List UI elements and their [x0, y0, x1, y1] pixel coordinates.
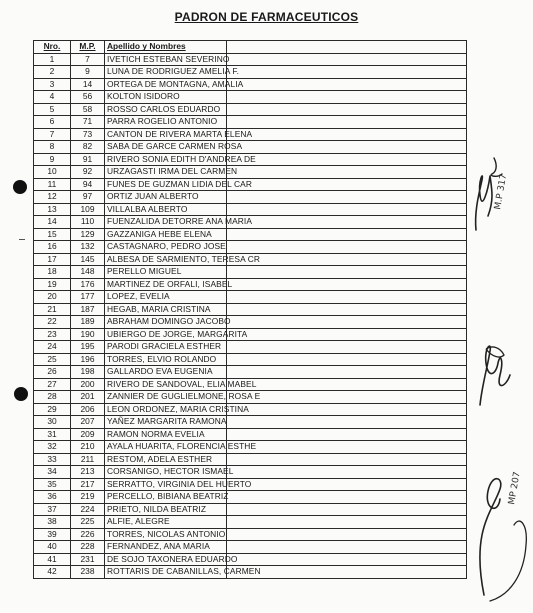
cell-mp: 132 [71, 241, 105, 254]
table-row [34, 566, 467, 579]
cell-nro: 7 [34, 128, 71, 141]
table-row [34, 303, 467, 316]
cell-mp: 226 [71, 528, 105, 541]
cell-mp: 209 [71, 428, 105, 441]
cell-nro: 33 [34, 453, 71, 466]
cell-nro: 19 [34, 278, 71, 291]
cell-nro: 31 [34, 428, 71, 441]
cell-name: YAÑEZ MARGARITA RAMONA [105, 416, 227, 429]
cell-mp: 71 [71, 116, 105, 129]
cell-mp: 176 [71, 278, 105, 291]
cell-signature [227, 341, 467, 354]
table-row [34, 403, 467, 416]
cell-nro: 11 [34, 178, 71, 191]
cell-nro: 20 [34, 291, 71, 304]
table-row [34, 91, 467, 104]
handwritten-note: M.P 317 [493, 173, 510, 211]
cell-mp: 145 [71, 253, 105, 266]
cell-nro: 39 [34, 528, 71, 541]
cell-name: PERELLO MIGUEL [105, 266, 227, 279]
cell-name: ORTIZ JUAN ALBERTO [105, 191, 227, 204]
cell-nro: 38 [34, 516, 71, 529]
cell-name: ALFIE, ALEGRE [105, 516, 227, 529]
cell-nro: 18 [34, 266, 71, 279]
cell-signature [227, 266, 467, 279]
cell-signature [227, 353, 467, 366]
cell-signature [227, 316, 467, 329]
cell-nro: 14 [34, 216, 71, 229]
table-row [34, 491, 467, 504]
table-row [34, 516, 467, 529]
cell-nro: 35 [34, 478, 71, 491]
cell-name: ORTEGA DE MONTAGNA, AMALIA [105, 78, 227, 91]
cell-mp: 224 [71, 503, 105, 516]
cell-name: CASTAGNARO, PEDRO JOSE [105, 241, 227, 254]
cell-signature [227, 203, 467, 216]
pen-tick-mark [19, 239, 25, 240]
cell-nro: 6 [34, 116, 71, 129]
cell-name: LOPEZ, EVELIA [105, 291, 227, 304]
cell-signature [227, 378, 467, 391]
cell-mp: 148 [71, 266, 105, 279]
cell-name: DE SOJO TAXONERA EDUARDO [105, 553, 227, 566]
cell-mp: 225 [71, 516, 105, 529]
cell-signature [227, 278, 467, 291]
handwritten-note: MP 207 [507, 471, 523, 506]
table-row [34, 228, 467, 241]
cell-mp: 210 [71, 441, 105, 454]
handwritten-signature [470, 455, 532, 605]
cell-signature [227, 328, 467, 341]
cell-nro: 24 [34, 341, 71, 354]
table-row [34, 316, 467, 329]
cell-name: CANTON DE RIVERA MARTA ELENA [105, 128, 227, 141]
cell-mp: 82 [71, 141, 105, 154]
column-header-nro: Nro. [34, 41, 71, 54]
table-row [34, 341, 467, 354]
cell-name: RIVERO DE SANDOVAL, ELIA MABEL [105, 378, 227, 391]
cell-signature [227, 478, 467, 491]
cell-mp: 228 [71, 541, 105, 554]
cell-name: SABA DE GARCE CARMEN ROSA [105, 141, 227, 154]
table-row [34, 66, 467, 79]
cell-signature [227, 191, 467, 204]
cell-mp: 196 [71, 353, 105, 366]
table-row [34, 278, 467, 291]
cell-nro: 22 [34, 316, 71, 329]
cell-mp: 206 [71, 403, 105, 416]
cell-signature [227, 366, 467, 379]
cell-mp: 91 [71, 153, 105, 166]
filled-dot-marker [14, 387, 28, 401]
table-row [34, 478, 467, 491]
table-row [34, 291, 467, 304]
cell-signature [227, 503, 467, 516]
table-header-row [34, 41, 467, 54]
cell-signature [227, 428, 467, 441]
cell-name: FUENZALIDA DETORRE ANA MARIA [105, 216, 227, 229]
cell-name: IVETICH ESTEBAN SEVERINO [105, 53, 227, 66]
cell-name: LUNA DE RODRIGUEZ AMELIA F. [105, 66, 227, 79]
cell-mp: 129 [71, 228, 105, 241]
column-header-signature [227, 41, 467, 54]
cell-name: AYALA HUARITA, FLORENCIA ESTHE [105, 441, 227, 454]
cell-name: FUNES DE GUZMAN LIDIA DEL CAR [105, 178, 227, 191]
table-row [34, 553, 467, 566]
cell-name: VILLALBA ALBERTO [105, 203, 227, 216]
table-row [34, 353, 467, 366]
cell-signature [227, 553, 467, 566]
cell-name: ABRAHAM DOMINGO JACOBO [105, 316, 227, 329]
cell-name: SERRATTO, VIRGINIA DEL HUERTO [105, 478, 227, 491]
cell-nro: 34 [34, 466, 71, 479]
table-row [34, 466, 467, 479]
table-row [34, 178, 467, 191]
cell-nro: 29 [34, 403, 71, 416]
cell-name: PARRA ROGELIO ANTONIO [105, 116, 227, 129]
cell-nro: 32 [34, 441, 71, 454]
cell-name: MARTINEZ DE ORFALI, ISABEL [105, 278, 227, 291]
cell-nro: 3 [34, 78, 71, 91]
cell-mp: 201 [71, 391, 105, 404]
cell-signature [227, 66, 467, 79]
cell-name: PARODI GRACIELA ESTHER [105, 341, 227, 354]
cell-signature [227, 303, 467, 316]
cell-nro: 13 [34, 203, 71, 216]
cell-nro: 10 [34, 166, 71, 179]
cell-nro: 41 [34, 553, 71, 566]
cell-nro: 25 [34, 353, 71, 366]
table-row [34, 103, 467, 116]
cell-mp: 109 [71, 203, 105, 216]
cell-name: ALBESA DE SARMIENTO, TERESA CR [105, 253, 227, 266]
cell-mp: 211 [71, 453, 105, 466]
cell-name: FERNANDEZ, ANA MARIA [105, 541, 227, 554]
cell-name: PRIETO, NILDA BEATRIZ [105, 503, 227, 516]
table-row [34, 53, 467, 66]
cell-nro: 8 [34, 141, 71, 154]
cell-mp: 195 [71, 341, 105, 354]
cell-signature [227, 116, 467, 129]
cell-signature [227, 178, 467, 191]
cell-nro: 9 [34, 153, 71, 166]
cell-nro: 1 [34, 53, 71, 66]
cell-signature [227, 516, 467, 529]
cell-signature [227, 391, 467, 404]
cell-signature [227, 166, 467, 179]
cell-signature [227, 453, 467, 466]
cell-nro: 23 [34, 328, 71, 341]
cell-nro: 2 [34, 66, 71, 79]
cell-mp: 231 [71, 553, 105, 566]
cell-name: TORRES, ELVIO ROLANDO [105, 353, 227, 366]
cell-signature [227, 103, 467, 116]
cell-nro: 27 [34, 378, 71, 391]
cell-mp: 110 [71, 216, 105, 229]
cell-name: CORSANIGO, HECTOR ISMAEL [105, 466, 227, 479]
cell-mp: 94 [71, 178, 105, 191]
table-row [34, 453, 467, 466]
cell-signature [227, 241, 467, 254]
cell-mp: 92 [71, 166, 105, 179]
column-header-name: Apellido y Nombres [105, 41, 227, 54]
cell-nro: 40 [34, 541, 71, 554]
cell-nro: 37 [34, 503, 71, 516]
page-title: PADRON DE FARMACEUTICOS [174, 10, 359, 24]
table-row [34, 203, 467, 216]
table-body [34, 53, 467, 578]
table-row [34, 141, 467, 154]
cell-name: HEGAB, MARIA CRISTINA [105, 303, 227, 316]
cell-mp: 189 [71, 316, 105, 329]
cell-signature [227, 416, 467, 429]
cell-name: UBIERGO DE JORGE, MARGARITA [105, 328, 227, 341]
table-row [34, 441, 467, 454]
column-header-mp: M.P. [71, 41, 105, 54]
cell-mp: 7 [71, 53, 105, 66]
table-row [34, 266, 467, 279]
cell-mp: 198 [71, 366, 105, 379]
table-row [34, 166, 467, 179]
cell-name: RESTOM, ADELA ESTHER [105, 453, 227, 466]
cell-signature [227, 128, 467, 141]
cell-nro: 16 [34, 241, 71, 254]
cell-mp: 56 [71, 91, 105, 104]
cell-nro: 12 [34, 191, 71, 204]
cell-signature [227, 541, 467, 554]
cell-mp: 177 [71, 291, 105, 304]
cell-signature [227, 153, 467, 166]
cell-mp: 200 [71, 378, 105, 391]
table-row [34, 128, 467, 141]
table-row [34, 378, 467, 391]
cell-mp: 9 [71, 66, 105, 79]
cell-name: LEON ORDONEZ, MARIA CRISTINA [105, 403, 227, 416]
table-row [34, 216, 467, 229]
table-row [34, 503, 467, 516]
cell-name: TORRES, NICOLAS ANTONIO [105, 528, 227, 541]
cell-mp: 213 [71, 466, 105, 479]
cell-name: RIVERO SONIA EDITH D'ANDREA DE [105, 153, 227, 166]
handwritten-signature [468, 150, 528, 240]
table-row [34, 241, 467, 254]
cell-signature [227, 291, 467, 304]
filled-dot-marker [13, 180, 27, 194]
cell-mp: 238 [71, 566, 105, 579]
cell-name: PERCELLO, BIBIANA BEATRIZ [105, 491, 227, 504]
cell-signature [227, 253, 467, 266]
cell-nro: 5 [34, 103, 71, 116]
cell-signature [227, 466, 467, 479]
cell-mp: 97 [71, 191, 105, 204]
cell-nro: 28 [34, 391, 71, 404]
table-row [34, 116, 467, 129]
cell-mp: 219 [71, 491, 105, 504]
cell-signature [227, 441, 467, 454]
cell-nro: 4 [34, 91, 71, 104]
cell-name: RAMON NORMA EVELIA [105, 428, 227, 441]
cell-nro: 30 [34, 416, 71, 429]
cell-mp: 190 [71, 328, 105, 341]
table-row [34, 78, 467, 91]
table-row [34, 391, 467, 404]
cell-name: GAZZANIGA HEBE ELENA [105, 228, 227, 241]
table-row [34, 153, 467, 166]
cell-signature [227, 566, 467, 579]
cell-mp: 187 [71, 303, 105, 316]
cell-signature [227, 403, 467, 416]
cell-signature [227, 53, 467, 66]
cell-signature [227, 141, 467, 154]
cell-name: KOLTON ISIDORO [105, 91, 227, 104]
cell-mp: 207 [71, 416, 105, 429]
pharmacist-roster-table [33, 40, 467, 579]
cell-nro: 21 [34, 303, 71, 316]
cell-mp: 217 [71, 478, 105, 491]
table-row [34, 253, 467, 266]
cell-signature [227, 216, 467, 229]
cell-nro: 15 [34, 228, 71, 241]
cell-nro: 17 [34, 253, 71, 266]
cell-signature [227, 491, 467, 504]
table-row [34, 191, 467, 204]
cell-signature [227, 528, 467, 541]
table-row [34, 528, 467, 541]
cell-name: URZAGASTI IRMA DEL CARMEN [105, 166, 227, 179]
cell-mp: 73 [71, 128, 105, 141]
cell-mp: 58 [71, 103, 105, 116]
table-row [34, 416, 467, 429]
cell-mp: 14 [71, 78, 105, 91]
cell-name: ROSSO CARLOS EDUARDO [105, 103, 227, 116]
table-row [34, 428, 467, 441]
cell-signature [227, 228, 467, 241]
cell-signature [227, 78, 467, 91]
handwritten-signature [470, 335, 530, 415]
table-row [34, 328, 467, 341]
cell-signature [227, 91, 467, 104]
cell-nro: 36 [34, 491, 71, 504]
cell-name: GALLARDO EVA EUGENIA [105, 366, 227, 379]
table-row [34, 541, 467, 554]
table-row [34, 366, 467, 379]
cell-nro: 42 [34, 566, 71, 579]
cell-name: ROTTARIS DE CABANILLAS, CARMEN [105, 566, 227, 579]
cell-nro: 26 [34, 366, 71, 379]
cell-name: ZANNIER DE GUGLIELMONE, ROSA E [105, 391, 227, 404]
